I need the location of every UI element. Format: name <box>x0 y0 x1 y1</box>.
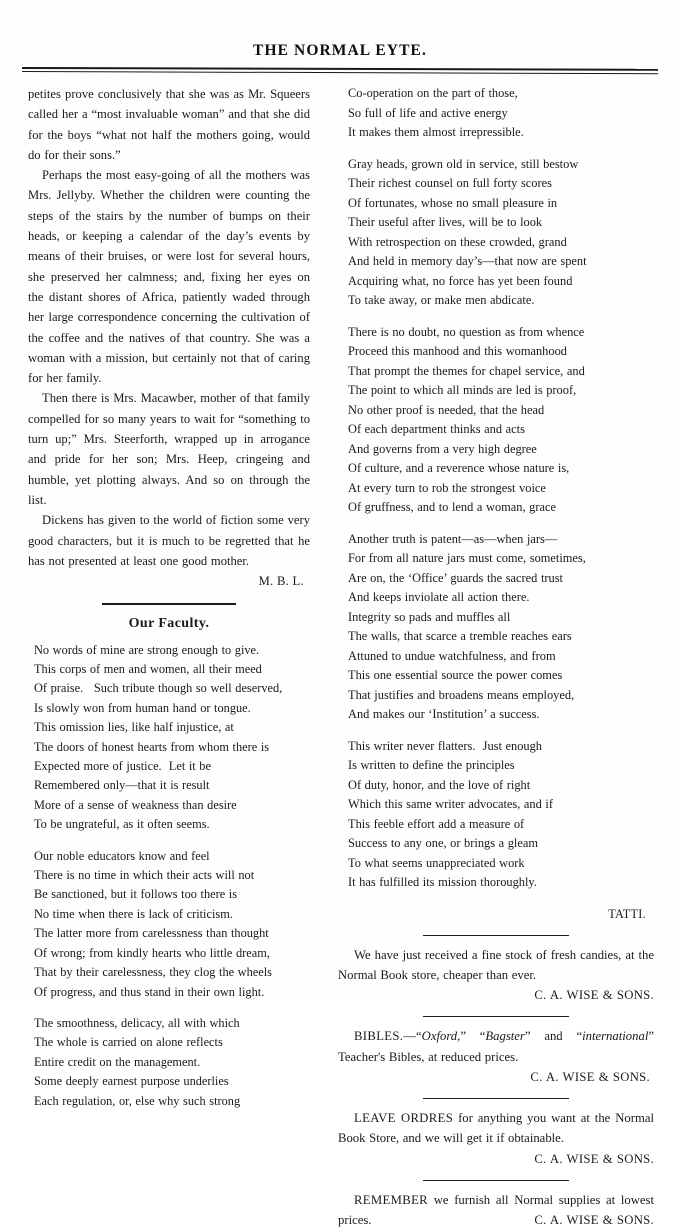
poem-line: To take away, or make men abdicate. <box>348 293 535 307</box>
poem-line: Their richest counsel on full forty scores <box>348 176 552 190</box>
poem-line: Of progress, and thus stand in their own light. <box>34 984 265 999</box>
ad-divider <box>423 935 569 936</box>
poem-line: That by their carelessness, they clog the wheels <box>34 965 272 980</box>
poem-line: Proceed this manhood and this womanhood <box>348 344 567 358</box>
poem-line: No words of mine are strong enough to give. <box>34 642 260 657</box>
poem-line: The latter more from carelessness than thought <box>34 926 269 941</box>
poem-line: Of culture, and a reverence whose nature is, <box>348 461 570 475</box>
poem-line: Entire credit on the management. <box>34 1054 201 1069</box>
poem-line: The whole is carried on alone reflects <box>34 1035 223 1050</box>
ad-body <box>338 1108 654 1166</box>
poem-stanza <box>338 323 654 518</box>
ad-text: ” “ <box>460 1029 486 1044</box>
ad-text: We have just received a fine stock of fresh candies, at the Normal Book store, cheaper than ever. <box>338 947 654 982</box>
ad-text: for anything you want at the Normal Book Store, and we will get it if obtainable. <box>338 1111 654 1146</box>
poem-line: And makes our ‘Institution’ a success. <box>348 707 540 721</box>
ad-italic-oxford: Oxford, <box>421 1029 461 1044</box>
right-column <box>324 84 654 1230</box>
advertisement-candies <box>338 945 654 1006</box>
poem-line: And held in memory day’s—that now are spent <box>348 254 587 268</box>
poem-line: Attuned to undue watchfulness, and from <box>348 648 556 663</box>
advertisement-bibles <box>338 1026 654 1087</box>
poem-stanza <box>338 737 654 893</box>
poem-stanza <box>28 1014 310 1111</box>
ad-text: —“ <box>403 1029 422 1044</box>
poem-line: Gray heads, grown old in service, still bestow <box>348 156 579 171</box>
page-title: THE NORMAL EYTE. <box>253 42 427 59</box>
poem-line: No other proof is needed, that the head <box>348 402 545 417</box>
ad-divider <box>423 1098 569 1099</box>
poem-line: Of gruffness, and to lend a woman, grace <box>348 500 556 514</box>
ad-divider <box>423 1016 569 1017</box>
poem-line: Remembered only—that it is result <box>34 778 210 793</box>
poem-line: No time when there is lack of criticism. <box>34 906 233 921</box>
poem-line: There is no time in which their acts will not <box>34 868 255 883</box>
poem-line: That justifies and broadens means employed, <box>348 687 575 702</box>
poem-line: This one essential source the power comes <box>348 668 563 682</box>
advertisement-leave-orders <box>338 1108 654 1169</box>
poem-line: The walls, that scarce a tremble reaches ears <box>348 629 572 643</box>
poem-line: This feeble effort add a measure of <box>348 816 525 831</box>
poem-line: More of a sense of weakness than desire <box>34 797 237 812</box>
ad-text: we furnish all Normal supplies at lowest prices. <box>338 1193 654 1228</box>
ad-signature: C. A. WISE & SONS. <box>530 1069 650 1084</box>
ad-lead: BIBLES. <box>354 1029 404 1044</box>
poem-line: Are on, the ‘Office’ guards the sacred trust <box>348 570 563 585</box>
poem-stanza <box>338 84 654 143</box>
poem-line: This writer never flatters. Just enough <box>348 738 542 753</box>
ad-signature: C. A. WISE & SONS. <box>534 1151 654 1166</box>
poem-line: To be ungrateful, as it often seems. <box>34 817 210 832</box>
ad-text: ” Teacher's Bibles, at reduced prices. <box>338 1029 654 1064</box>
masthead-divider <box>22 67 658 73</box>
poem-stanza <box>28 847 310 1002</box>
poem-line: And governs from a very high degree <box>348 441 537 456</box>
ad-body <box>338 1190 654 1230</box>
poem-line: And keeps inviolate all action there. <box>348 590 530 604</box>
article-paragraph: Dickens has given to the world of fiction some very good characters, but it is much to be regretted that he has not presented at least one good mother. <box>28 513 310 568</box>
ad-italic-bagster: Bagster <box>485 1029 525 1044</box>
ad-lead: LEAVE ORDRES <box>354 1111 454 1126</box>
poem-line: Of duty, honor, and the love of right <box>348 777 531 792</box>
poem-line: The doors of honest hearts from whom there is <box>34 739 270 754</box>
poem-line: Some deeply earnest purpose underlies <box>34 1074 229 1089</box>
ad-signature: C. A. WISE & SONS. <box>534 988 654 1003</box>
ad-body <box>338 945 654 1003</box>
poem-line: With retrospection on these crowded, grand <box>348 234 567 249</box>
poem-line: Is written to define the principles <box>348 758 515 772</box>
poem-line: Integrity so pads and muffles all <box>348 609 511 624</box>
poem-line: Acquiring what, no force has yet been found <box>348 273 573 288</box>
poem-line: Co-operation on the part of those, <box>348 86 518 100</box>
poem-line: The point to which all minds are led is proof, <box>348 383 577 397</box>
poem-line: Be sanctioned, but it follows too there is <box>34 887 238 902</box>
poem-line: At every turn to rob the strongest voice <box>348 480 546 495</box>
poem-line: That prompt the themes for chapel service, and <box>348 363 585 378</box>
masthead <box>0 0 680 73</box>
poem-line: To what seems unappreciated work <box>348 855 525 870</box>
poem-line: Another truth is patent—as—when jars— <box>348 531 558 546</box>
left-column <box>28 84 324 1230</box>
poem-line: For from all nature jars must come, sometimes, <box>348 551 586 565</box>
poem-stanza <box>338 530 654 725</box>
poem-line: There is no doubt, no question as from whence <box>348 324 585 339</box>
poem-line: This omission lies, like half injustice, at <box>34 720 234 735</box>
ad-signature: C. A. WISE & SONS. <box>534 1213 654 1228</box>
poem-stanza <box>28 641 310 835</box>
poem-line: This corps of men and women, all their meed <box>34 662 262 677</box>
article-body <box>28 84 310 591</box>
poem-line: Each regulation, or, else why such strong <box>34 1093 241 1108</box>
masthead-rule-lower <box>22 71 658 74</box>
masthead-rule-upper <box>22 67 658 70</box>
poem-line: Our noble educators know and feel <box>34 848 210 863</box>
article-signature: M. B. L. <box>258 574 304 589</box>
section-divider <box>102 603 236 604</box>
article-paragraph: Then there is Mrs. Macawber, mother of that family compelled for so many years to wait for “something to turn up;” Mrs. Steerforth, wrapped up in arrogance and pride for her son; Mrs. Heep, cringeing and humble, yet plotting always. And so on through the list. <box>28 391 310 507</box>
article-paragraph: petites prove conclusively that she was as Mr. Squeers called her a “most invaluable woman” and that she did for the boys “what not half the mothers going, would do for their sons.” <box>28 87 310 162</box>
ad-text: ” and “ <box>524 1029 583 1044</box>
section-heading-our-faculty: Our Faculty. <box>128 615 210 631</box>
poem-line: Success to any one, or brings a gleam <box>348 836 539 850</box>
advertisement-remember <box>338 1190 654 1230</box>
poem-line: Of wrong; from kindly hearts who little dream, <box>34 945 270 960</box>
poem-line: It makes them almost irrepressible. <box>348 125 524 139</box>
poem-line: Of praise. Such tribute though so well deserved, <box>34 681 283 696</box>
poem-line: Is slowly won from human hand or tongue. <box>34 700 251 715</box>
ad-divider <box>423 1180 569 1181</box>
poem-line: Which this same writer advocates, and if <box>348 797 553 811</box>
poem-line: Expected more of justice. Let it be <box>34 759 211 774</box>
article-paragraph: Perhaps the most easy-going of all the mothers was Mrs. Jellyby. Whether the children were counting the steps of the stairs by the number of bumps on their heads, or keeping a calendar of the day’s events by means of their bruises, or were lost for several hours, she preserved her calmness; and, fixing her eyes on the distant shores of Africa, patiently waded through her large correspondence concerning the cultivation of the coffee and the natives of that country. She was a woman with a mission, but certainly not that of caring for her family. <box>28 168 310 386</box>
poem-line: Their useful after lives, will be to look <box>348 215 543 229</box>
ad-lead: REMEMBER <box>354 1193 428 1208</box>
poem-line: So full of life and active energy <box>348 105 508 120</box>
poem-line: It has fulfilled its mission thoroughly. <box>348 875 537 889</box>
poem-stanza <box>338 155 654 311</box>
ad-body <box>338 1026 654 1066</box>
poem-line: Of fortunates, whose no small pleasure in <box>348 195 558 210</box>
poem-line: Of each department thinks and acts <box>348 422 525 436</box>
two-column-layout <box>0 84 680 1230</box>
ad-italic-international: international <box>582 1029 649 1044</box>
poem-line: The smoothness, delicacy, all with which <box>34 1015 240 1030</box>
poem-signature: TATTI. <box>608 906 646 921</box>
